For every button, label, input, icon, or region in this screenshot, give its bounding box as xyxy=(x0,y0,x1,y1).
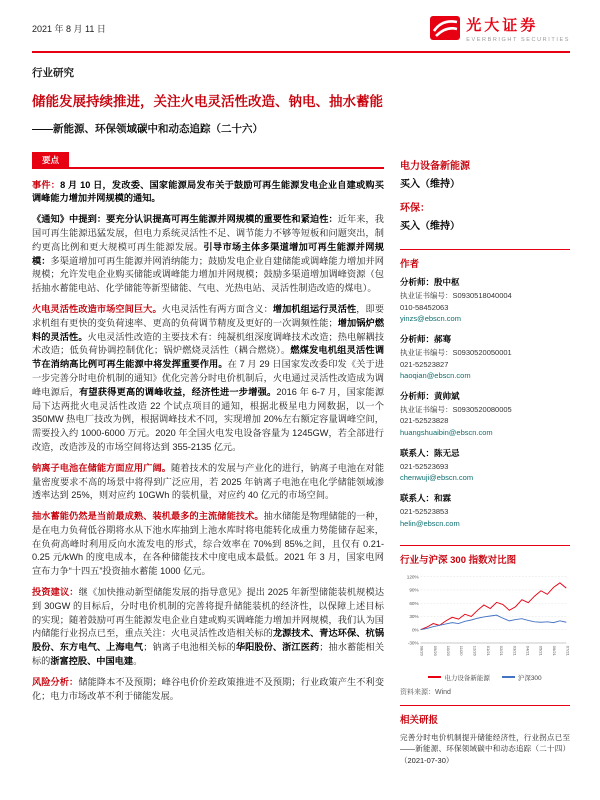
author-name: 联系人：陈无忌 xyxy=(400,447,460,458)
svg-text:12/20: 12/20 xyxy=(472,645,478,656)
svg-text:90%: 90% xyxy=(409,587,419,593)
main-column xyxy=(32,53,384,774)
chart-section xyxy=(400,545,570,704)
author-name: 分析师：郝骞 xyxy=(400,333,452,344)
text-segment: 。 xyxy=(133,656,143,667)
author-cert: 执业证书编号：S0930520080005 xyxy=(400,404,512,414)
legend-label: 电力设备新能源 xyxy=(444,674,490,682)
rating-section xyxy=(400,157,570,249)
brand-name-cn: 光大证券 xyxy=(466,17,539,35)
text-segment: 抽水储能是物理储能的一种，是在电力负荷低谷期将水从下池水库抽到上池水库时将电能转化成重力势能储存起来，在负荷高峰时利用反向水流发电的形式，综合效率在 70%到 85%之间，且仅有 0.21-0.25 元/kWh 的度电成本，在各种储能技术中度电成本最低。2021 年 3 月，国家电网宣布力争“十四五”投资抽水蓄能 1000 亿元。 xyxy=(32,511,385,577)
svg-text:60%: 60% xyxy=(409,600,419,606)
text-segment: 2016 年 6-7 月，国家能源局下达两批火电灵活性改造 22 个试点项目的通知，根据北极星电力网数据，以一个 350MW 热电厂技改为例，根据调峰技术不同，实现增加 20%左右额定容量调峰空间，需要投入约 1000-6000 万元。2020 年全国火电发电设备容量为 1245GW，若全部进行改造，改造涉及的市场空间将达到 355-2135 亿元。 xyxy=(32,386,385,452)
text-segment: 火电灵活性改造的主要技术有：纯凝机组深度调峰技术改造；热电解耦技术改造；低负荷协调控制优化；锅炉燃烧灵活性（耦合燃烧）。 xyxy=(32,331,385,356)
text-segment: 增加锅炉燃料的灵活性。 xyxy=(32,317,385,342)
legend-item xyxy=(502,673,542,682)
paragraph xyxy=(32,586,384,669)
author-entry xyxy=(400,447,570,484)
author-phone: 021-52523827 xyxy=(400,359,449,369)
author-phone: 021-52523828 xyxy=(400,416,449,426)
report-category: 行业研究 xyxy=(32,67,74,79)
svg-text:120%: 120% xyxy=(406,574,419,580)
legend-item xyxy=(428,673,490,682)
text-segment: 在 7 月 29 日国家发改委印发《关于进一步完善分时电价机制的通知》优化完善分时电价机制后，火电通过灵活性改造成为调峰电源后， xyxy=(32,359,384,397)
paragraph xyxy=(32,510,384,579)
author-cert: 执业证书编号：S0930518040004 xyxy=(400,291,512,300)
rating-industry-1: 电力设备新能源 xyxy=(400,161,470,172)
author-phone: 010-58452063 xyxy=(400,302,449,312)
text-segment: 多渠道增加可再生能源并网消纳能力；鼓励发电企业自建储能或调峰能力增加并网规模；允许发电企业购买储能或调峰能力增加并网规模；鼓励多渠道增加调峰资源（包括抽水蓄能电站、化学储能等新型储能、气电、光热电站、灵活性制造改造的煤电）。 xyxy=(32,255,384,294)
svg-text:0%: 0% xyxy=(411,627,419,633)
paragraph-lead: 风险分析： xyxy=(32,676,79,687)
svg-text:10/20: 10/20 xyxy=(446,645,452,656)
keypoint-tab: 要点 xyxy=(32,152,69,169)
legend-line-swatch xyxy=(428,676,441,678)
svg-text:04/21: 04/21 xyxy=(525,645,531,656)
author-name: 联系人：和霖 xyxy=(400,492,452,503)
author-entry xyxy=(400,390,570,439)
author-entry xyxy=(400,492,570,529)
paragraph-lead: 抽水蓄能仍然是当前最成熟、装机最多的主流储能技术。 xyxy=(32,511,264,522)
svg-text:11/20: 11/20 xyxy=(459,645,465,656)
author-phone: 021-52523853 xyxy=(400,506,449,516)
text-segment: 有望获得更高的调峰收益，经济性进一步增强。 xyxy=(79,386,277,397)
svg-text:01/21: 01/21 xyxy=(485,645,491,656)
text-segment: 近年来，我国可再生能源迅猛发展，但电力系统灵活性不足、调节能力不够等短板和问题突出，制约更高比例和更大规模可再生能源发展。 xyxy=(32,214,384,252)
paragraph xyxy=(32,462,384,503)
rating-value-2: 买入（维持） xyxy=(400,221,460,232)
content-columns xyxy=(32,53,570,774)
legend-line-swatch xyxy=(502,676,515,678)
paragraph xyxy=(32,303,384,455)
svg-text:07/21: 07/21 xyxy=(565,645,570,656)
text-segment: 浙富控股、中国电建 xyxy=(50,656,134,667)
author-cert: 执业证书编号：S0930520050001 xyxy=(400,347,512,357)
svg-text:06/21: 06/21 xyxy=(551,645,557,656)
author-email-link[interactable]: huangshuaibin@ebscn.com xyxy=(400,428,493,437)
report-title: 储能发展持续推进，关注火电灵活性改造、钠电、抽水蓄能 xyxy=(32,94,383,109)
brand-name-en: EVERBRIGHT SECURITIES xyxy=(466,36,570,43)
everbright-logo-icon xyxy=(430,16,460,45)
comparison-chart xyxy=(400,572,570,665)
author-email-link[interactable]: haoqian@ebscn.com xyxy=(400,371,471,381)
text-segment: 火电灵活性有两方面含义： xyxy=(161,303,273,314)
svg-text:-30%: -30% xyxy=(407,640,419,646)
keypoint-rule xyxy=(69,167,384,169)
related-section xyxy=(400,705,570,775)
header xyxy=(32,16,570,45)
rating-value-1: 买入（维持） xyxy=(400,179,460,190)
paragraphs xyxy=(32,179,384,704)
authors-list xyxy=(400,276,570,529)
paragraph-lead: 事件： xyxy=(32,179,61,190)
text-segment: 引导市场主体多渠道增加可再生能源并网规模： xyxy=(32,241,384,266)
report-subtitle: ——新能源、环保领域碳中和动态追踪（二十六） xyxy=(32,122,263,135)
text-segment: 《通知》中提到：要充分认识提高可再生能源并网规模的重要性和紧迫性： xyxy=(32,214,338,225)
related-header: 相关研报 xyxy=(400,714,439,726)
text-segment: 继《加快推动新型储能发展的指导意见》提出 2025 年新型储能装机规模达到 30GW 的目标后，分时电价机制的完善将提升储能装机的经济性，以保障上述目标的实现；随着鼓励可再生能源发电企业自建或购买调峰能力增加并网规模，我们认为国内储能行业拐点已至，重点关注：火电灵活性改造相关标的 xyxy=(32,587,385,639)
text-segment: ，即要求机组有更快的变负荷速率、更高的负荷调节精度及更好的一次调频性能； xyxy=(32,303,385,328)
svg-text:02/21: 02/21 xyxy=(499,645,505,656)
text-segment: ；钠离子电池相关标的 xyxy=(143,642,236,653)
keypoint-bar xyxy=(32,152,384,169)
author-name: 分析师：殷中枢 xyxy=(400,277,460,287)
paragraph xyxy=(32,676,384,704)
text-segment: 随着技术的发展与产业化的进行，钠离子电池在对能量密度要求不高的场景中将得到广泛应用，若 2025 年钠离子电池在电化学储能领域渗透率达到 25%，则对应约 10GWh 的装机量，对应约 40 亿元的市场空间。 xyxy=(32,462,385,501)
author-email-link[interactable]: yinzs@ebscn.com xyxy=(400,314,461,324)
text-segment: ；抽水蓄能相关标的 xyxy=(32,642,385,667)
svg-text:05/21: 05/21 xyxy=(538,645,544,656)
text-segment: 增加机组运行灵活性 xyxy=(272,303,357,314)
legend-label: 沪深300 xyxy=(517,674,542,682)
author-email-link[interactable]: chenwuji@ebscn.com xyxy=(400,473,474,483)
related-report-link[interactable]: 完善分时电价机制提升储能经济性，行业拐点已至——新能源、环保领域碳中和动态追踪（二十四）（2021-07-30） xyxy=(400,732,570,765)
text-segment: 龙源技术、青达环保、杭锅股份、东方电气、上海电气 xyxy=(32,628,385,653)
authors-header: 作者 xyxy=(400,259,420,270)
svg-text:09/20: 09/20 xyxy=(432,645,438,656)
paragraph xyxy=(32,179,384,207)
chart-legend xyxy=(400,673,570,682)
paragraph-lead: 钠离子电池在储能方面应用广阔。 xyxy=(32,462,171,473)
sidebar xyxy=(400,53,570,774)
rating-industry-2: 环保： xyxy=(400,203,430,214)
report-date: 2021 年 8 月 11 日 xyxy=(32,24,106,34)
author-phone: 021-52523693 xyxy=(400,461,449,471)
svg-text:08/20: 08/20 xyxy=(419,645,425,656)
author-entry xyxy=(400,333,570,382)
text-segment: 储能降本不及预期；峰谷电价价差政策推进不及预期；行业政策产生不利变化；电力市场改革不利于储能发展。 xyxy=(32,676,385,701)
author-entry xyxy=(400,276,570,325)
chart-header: 行业与沪深 300 指数对比图 xyxy=(400,555,517,567)
paragraph-lead: 投资建议： xyxy=(32,587,79,598)
chart-source: 资料来源：Wind xyxy=(400,688,451,696)
brand xyxy=(430,16,570,45)
author-name: 分析师：黄帅斌 xyxy=(400,390,460,401)
paragraph-lead: 火电灵活性改造市场空间巨大。 xyxy=(32,303,162,314)
author-email-link[interactable]: helin@ebscn.com xyxy=(400,518,460,528)
text-segment: 燃煤发电机组灵活性调节在消纳高比例可再生能源中将发挥重要作用。 xyxy=(32,345,385,370)
text-segment: 华阳股份、浙江医药 xyxy=(235,642,320,653)
svg-text:03/21: 03/21 xyxy=(512,645,518,656)
authors-section xyxy=(400,249,570,545)
text-segment: 8 月 10 日，发改委、国家能源局发布关于鼓励可再生能源发电企业自建或购买调峰能力增加并网规模的通知。 xyxy=(32,179,384,204)
brand-name xyxy=(466,18,570,43)
paragraph xyxy=(32,213,384,296)
svg-text:30%: 30% xyxy=(409,614,419,620)
